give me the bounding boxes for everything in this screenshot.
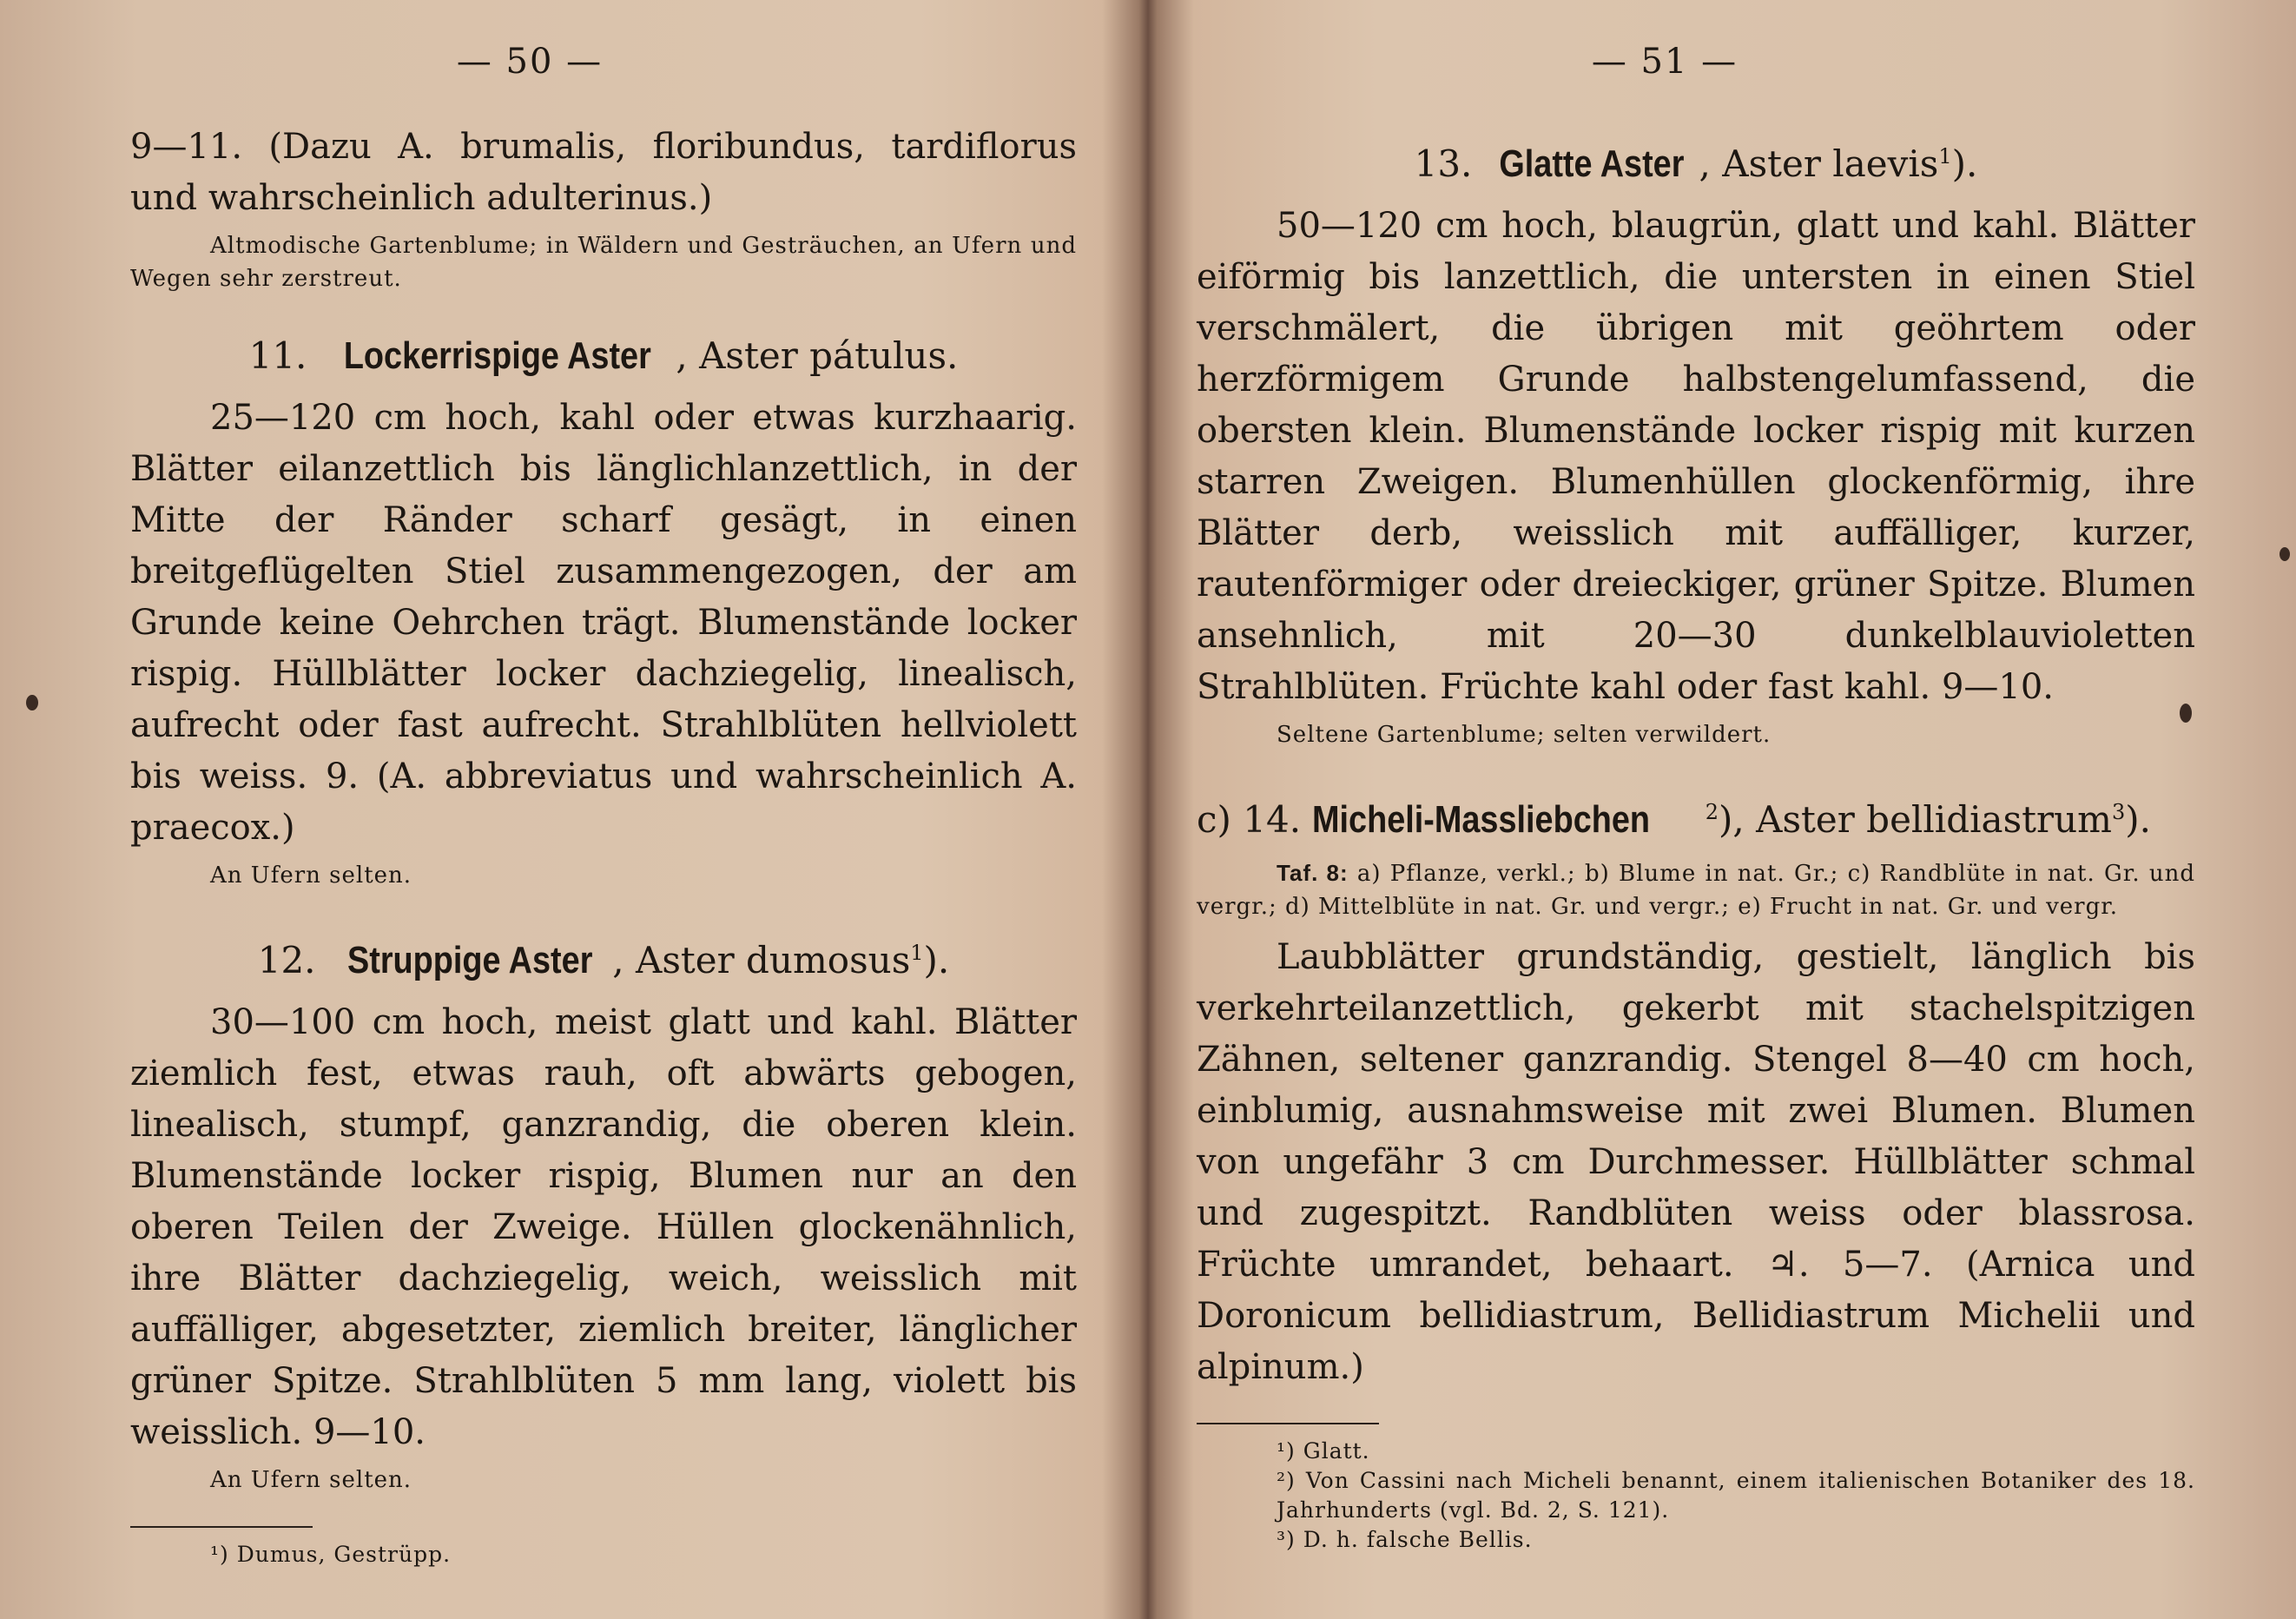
latin-name: , Aster pátulus.: [676, 334, 959, 377]
intro-paragraph: 9—11. (Dazu A. brumalis, floribundus, tardiflorus und wahrscheinlich adulterinus.): [130, 127, 1077, 218]
german-name: Struppige Aster: [346, 939, 593, 981]
species-description-13: 50—120 cm hoch, blaugrün, glatt und kahl. Blätter eiförmig bis lanzettlich, die untersten in einen Stiel verschmälert, die übrigen mit geöhrtem oder herzförmigem Grunde halbstengelumfassend, die obersten klein. Blumenstände locker rispig mit kurzen starren Zweigen. Blumenhüllen glockenförmig, ihre Blätter derb, weisslich mit auffälliger, kurzer, rautenförmiger oder dreieckiger, grüner Spitze. Blumen ansehnlich, mit 20—30 dunkelblauvioletten Strahlblüten. Früchte kahl oder fast kahl. 9—10.: [1197, 206, 2195, 707]
species-heading-14: [1197, 786, 2195, 846]
species-description-12: 30—100 cm hoch, meist glatt und kahl. Blätter ziemlich fest, etwas rauh, oft abwärts gebogen, linealisch, stumpf, ganzrandig, die oberen klein. Blumenstände locker rispig, Blumen nur an den oberen Teilen der Zweige. Hüllen glockenähnlich, ihre Blätter dachziegelig, weich, weisslich mit auffälliger, abgesetzter, ziemlich breiter, länglicher grüner Spitze. Strahlblüten 5 mm lang, violett bis weisslich. 9—10.: [130, 1002, 1077, 1452]
right-text-column: [1197, 130, 2195, 1555]
species-number: c) 14.: [1197, 798, 1313, 841]
page-number: — 51 —: [1591, 42, 1738, 82]
habitat-note: Altmodische Gartenblume; in Wäldern und Gesträuchen, an Ufern und Wegen sehr zerstreut.: [130, 233, 1077, 292]
footnote-marker: 1: [910, 941, 924, 965]
plate-caption: [1197, 856, 2195, 923]
species-heading-11: [130, 330, 1077, 382]
species-heading-12: [130, 927, 1077, 987]
species-description-11: 25—120 cm hoch, kahl oder etwas kurzhaarig. Blätter eilanzettlich bis länglichlanzettlich, in der Mitte der Ränder scharf gesägt, in einen breitgeflügelten Stiel zusammengezogen, der am Grunde keine Oehrchen trägt. Blumenstände locker rispig. Hüllblätter locker dachziegelig, linealisch, aufrecht oder fast aufrecht. Strahlblüten hellviolett bis weiss. 9. (A. abbreviatus und wahrscheinlich A. praecox.): [130, 398, 1077, 848]
footnote-1: ¹) Glatt.: [1277, 1438, 1370, 1464]
latin-name: ), Aster bellidiastrum: [1719, 798, 2112, 841]
german-name: Lockerrispige Aster: [343, 334, 651, 377]
species-heading-13: [1197, 130, 2195, 190]
footnote: ¹) Dumus, Gestrüpp.: [210, 1542, 452, 1567]
footnote-2: ²) Von Cassini nach Micheli benannt, einem italienischen Botaniker des 18. Jahrhunderts (vgl. Bd. 2, S. 121).: [1277, 1468, 2195, 1523]
plate-label: Taf. 8:: [1277, 860, 1349, 886]
footnote-marker: 2: [1705, 800, 1719, 824]
plate-text: a) Pflanze, verkl.; b) Blume in nat. Gr.; c) Randblüte in nat. Gr. und vergr.; d) Mittelblüte in nat. Gr. und vergr.; e) Frucht in nat. Gr. und vergr.: [1197, 861, 2195, 920]
species-description-14: Laubblätter grundständig, gestielt, länglich bis verkehrteilanzettlich, gekerbt mit stachelspitzigen Zähnen, seltener ganzrandig. Stengel 8—40 cm hoch, einblumig, ausnahmsweise mit zwei Blumen. Blumen von ungefähr 3 cm Durchmesser. Hüllblätter schmal und zugespitzt. Randblüten weiss oder blassrosa. Früchte umrandet, behaart. ♃. 5—7. (Arnica und Doronicum bellidiastrum, Bellidiastrum Michelii und alpinum.): [1197, 937, 2195, 1387]
german-name: Micheli-Massliebchen: [1312, 798, 1651, 841]
latin-name: , Aster dumosus: [612, 939, 911, 981]
heading-end: ).: [2125, 798, 2151, 841]
german-name: Glatte Aster: [1499, 142, 1685, 185]
habitat-note-12: An Ufern selten.: [210, 1467, 412, 1493]
footnote-marker: 1: [1938, 144, 1952, 169]
species-number: 13.: [1414, 142, 1484, 185]
footnote-rule: [130, 1526, 313, 1528]
footnote-rule: [1197, 1423, 1379, 1424]
heading-end: ).: [923, 939, 950, 981]
left-text-column: [130, 122, 1077, 1569]
footnote-3: ³) D. h. falsche Bellis.: [1277, 1527, 1533, 1552]
habitat-note-11: An Ufern selten.: [210, 862, 412, 889]
species-number: 11.: [248, 334, 319, 377]
page-number: — 50 —: [456, 42, 604, 82]
left-page: [0, 0, 1129, 1619]
right-page: [1155, 0, 2296, 1619]
heading-end: ).: [1951, 142, 1978, 185]
species-number: 12.: [257, 939, 327, 981]
latin-name: , Aster laevis: [1699, 142, 1939, 185]
footnote-marker: 3: [2111, 800, 2126, 824]
habitat-note-13: Seltene Gartenblume; selten verwildert.: [1277, 722, 1771, 748]
